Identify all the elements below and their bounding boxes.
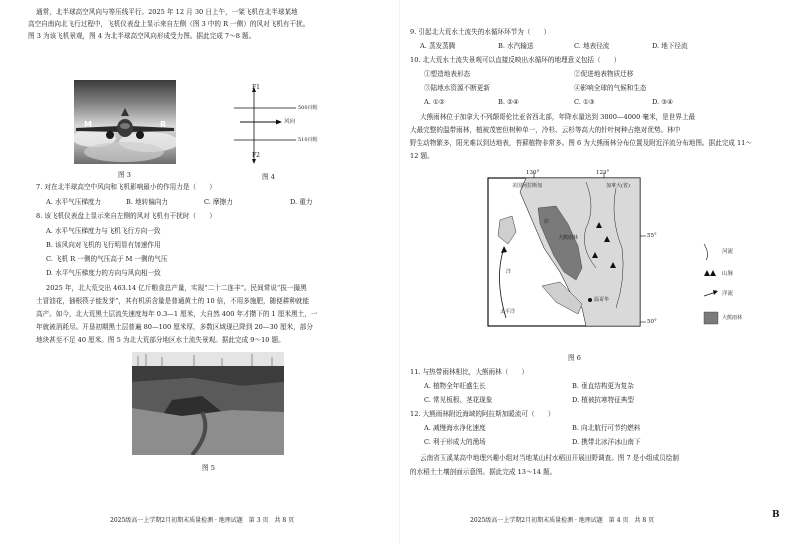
map-label-alaska: 美国阿拉斯加 — [512, 183, 543, 189]
figure-5-caption: 图 5 — [202, 464, 215, 472]
q8-option-b: B. 该风向对飞机的飞行明显有加速作用 — [46, 241, 161, 249]
fig4-label-wind: 风向 — [284, 119, 296, 125]
map-legend — [700, 240, 750, 330]
fig4-label-510hpa: 510百帕 — [298, 137, 318, 143]
fig3-label-r: R — [160, 120, 167, 129]
figure-5-soil-erosion-photo — [132, 352, 284, 455]
page-footer: 2025级高一上学期2月初期末质量检测 · 地理试题 第 4 页 共 8 页 — [470, 517, 655, 524]
intro-paragraph-line: 图 3 为该飞机景观，图 4 为北半球高空风向形成受力图。据此完成 7～8 题。 — [28, 32, 256, 40]
figure-3-caption: 图 3 — [118, 171, 131, 179]
figure-6-map — [486, 168, 686, 330]
erosion-landscape-illustration — [132, 352, 284, 455]
q8-option-c: C. 飞机 R 一侧的气压高于 M 一侧的气压 — [46, 255, 168, 263]
map-label-sea: 洋 — [506, 269, 512, 275]
q10-item-4: ④影响全球的气候和生态 — [574, 84, 647, 92]
question-7-stem: 7. 对在北半球高空中风向和飞机影响最小的作用力是（ ） — [36, 183, 216, 191]
q7-option-d: D. 重力 — [290, 198, 313, 206]
intro-paragraph-line: 年就被消耗尽。开垦初期黑土层普遍 80—100 厘米厚，多数区域现已降到 20—30 厘米，部分 — [36, 323, 313, 331]
q11-option-b: B. 垂直结构更为复杂 — [572, 382, 634, 390]
map-label-pacific: 太平洋 — [500, 309, 516, 315]
map-label-vancouver: 温哥华 — [594, 297, 610, 303]
figure-4-force-diagram — [222, 84, 322, 168]
figure-4-caption: 图 4 — [262, 173, 275, 181]
question-9-stem: 9. 引起北大荒水土流失的水循环环节为（ ） — [410, 28, 551, 36]
q12-option-d: D. 携带北冰洋冰山南下 — [572, 438, 641, 446]
legend-current-label: 洋流 — [722, 291, 734, 297]
intro-paragraph-line: 大熊雨林位于加拿大不列颠哥伦比亚省西北部，年降水量达到 3000—4000 毫米，是世界上最 — [420, 113, 696, 121]
q10-option-d: D. ③④ — [652, 98, 674, 106]
q11-option-c: C. 常见板根、茎花现象 — [424, 396, 493, 404]
legend-river-label: 河流 — [722, 249, 734, 255]
q10-item-3: ③陆地水资源不断更新 — [424, 84, 490, 92]
map-lon-123: 123° — [596, 170, 610, 176]
fig4-label-f1: F1 — [252, 84, 260, 91]
intro-paragraph-line: 大最完整的温带雨林，植被茂密但树种单一，冷杉、云杉等高大的针叶树种占绝对优势。林中 — [410, 126, 681, 134]
intro-paragraph-line: 土冒油花，插根筷子能发芽”，其有机质含量是普通黄土的 10 倍，不用多施肥，随便耕种就能 — [36, 297, 310, 305]
q9-option-a: A. 蒸发蒸腾 — [420, 42, 456, 50]
intro-paragraph-line: 高产。如今，北大荒黑土层流失速度每年 0.3—1 厘米，大自然 400 年才攒下的 1 厘米黑土，一 — [36, 310, 318, 318]
map-label-coast: 岸 — [544, 219, 550, 225]
fig3-label-m: M — [84, 120, 92, 129]
q12-option-b: B. 向北航行可节约燃料 — [572, 424, 641, 432]
q10-option-a: A. ①② — [424, 98, 445, 106]
map-label-rainforest: 大熊雨林 — [558, 235, 579, 241]
q12-option-c: C. 利于形成大的渔场 — [424, 438, 486, 446]
map-lat-55: 55° — [647, 233, 657, 239]
intro-paragraph-line: 通常，北半球高空风向与等压线平行。2025 年 12 月 30 日上午，一架飞机在北半球某地 — [36, 8, 298, 16]
figure-3-airplane-photo — [74, 80, 176, 164]
q10-option-b: B. ②④ — [498, 98, 519, 106]
question-12-stem: 12. 大熊雨林附近海域的阿拉斯加暖流可（ ） — [410, 410, 555, 418]
q7-option-b: B. 地转偏向力 — [126, 198, 169, 206]
q9-option-d: D. 地下径流 — [652, 42, 688, 50]
q7-option-c: C. 摩擦力 — [204, 198, 233, 206]
version-mark: B — [772, 510, 780, 520]
intro-paragraph-line: 高空自南向北飞行过程中，飞机仪表盘上显示来自左侧（图 3 中的 R 一侧）的风对飞机有干扰。 — [28, 20, 310, 28]
q11-option-a: A. 植物全年旺盛生长 — [424, 382, 486, 390]
q7-option-a: A. 水平气压梯度力 — [46, 198, 102, 206]
map-lon-130: 130° — [526, 170, 540, 176]
legend-forest-label: 大熊雨林 — [722, 315, 743, 321]
q9-option-b: B. 水汽输送 — [498, 42, 534, 50]
map-lat-50: 50° — [647, 319, 657, 325]
fig4-label-f2: F2 — [252, 152, 260, 159]
q10-item-1: ①塑造地表形态 — [424, 70, 471, 78]
q12-option-a: A. 减慢海水净化速度 — [424, 424, 486, 432]
q8-option-d: D. 水平气压梯度力的方向与风向相一致 — [46, 269, 161, 277]
intro-paragraph-line: 的水稻土土壤剖面示意图。据此完成 13～14 题。 — [410, 468, 557, 476]
right-page — [400, 0, 800, 544]
q10-option-c: C. ①③ — [574, 98, 595, 106]
map-label-canada: 加拿大(省) — [606, 183, 630, 189]
intro-paragraph-line: 云南省玉溪某高中地理兴趣小组对当地某山村水稻田开展田野调查。图 7 是小组成员绘制 — [420, 454, 679, 462]
legend-mountain-label: 山脉 — [722, 271, 734, 277]
q11-option-d: D. 植被抗寒特征典型 — [572, 396, 634, 404]
question-8-stem: 8. 该飞机仪表盘上显示来自左侧的风对飞机有干扰时（ ） — [36, 212, 216, 220]
question-10-stem: 10. 北大荒水土流失景观可以直接反映出水循环的地理意义包括（ ） — [410, 56, 621, 64]
figure-6-caption: 图 6 — [568, 354, 581, 362]
fig4-label-500hpa: 500百帕 — [298, 105, 318, 111]
intro-paragraph-line: 地块甚至不足 40 厘米。图 5 为北大荒部分地区水土流失景观。据此完成 9～10 题。 — [36, 336, 285, 344]
rainforest-map-graphic — [486, 168, 686, 330]
question-11-stem: 11. 与热带雨林相比，大熊雨林（ ） — [410, 368, 529, 376]
q8-option-a: A. 水平气压梯度力与飞机飞行方向一致 — [46, 227, 161, 235]
page-footer: 2025级高一上学期2月初期末质量检测 · 地理试题 第 3 页 共 8 页 — [110, 517, 295, 524]
intro-paragraph-line: 12 题。 — [410, 152, 434, 160]
q10-item-2: ②促进地表物质迁移 — [574, 70, 634, 78]
q9-option-c: C. 地表径流 — [574, 42, 610, 50]
intro-paragraph-line: 野生动物繁多，阳光难以到达地表，苔藓植物非常多。图 6 为大熊雨林分布位置及附近洋流分布地图。据此完成 11～ — [410, 139, 752, 147]
intro-paragraph-line: 2025 年，北大荒交出 463.14 亿斤粮食总产量，实现“二十二连丰”。民间常说“拔一撮黑 — [46, 284, 307, 292]
